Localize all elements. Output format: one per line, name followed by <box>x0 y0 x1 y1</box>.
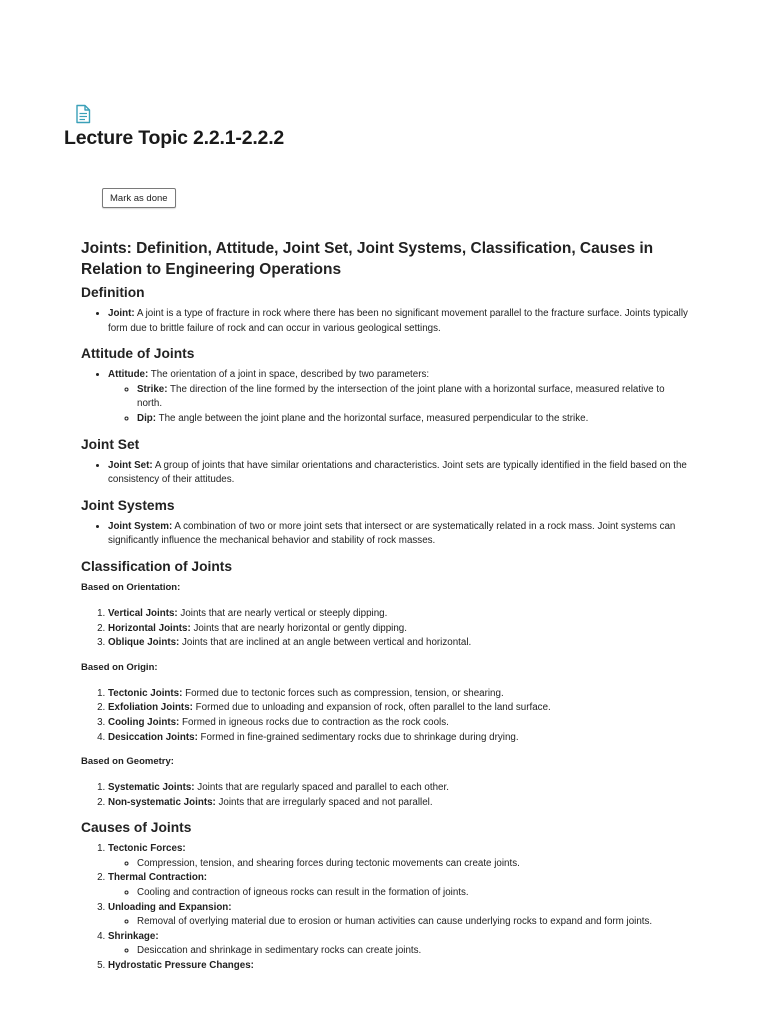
definition-heading: Definition <box>81 285 145 300</box>
list-item: 1. Tectonic Joints: Formed due to tectonic forces such as compression, tension, or shearing. <box>108 687 691 702</box>
mark-as-done-button[interactable]: Mark as done <box>102 188 176 208</box>
list-item: ◦ Compression, tension, and shearing forces during tectonic movements can create joints. <box>137 857 691 872</box>
joint-systems-list <box>81 520 691 549</box>
list-item: 4. Shrinkage: ◦ Desiccation and shrinkage in sedimentary rocks can create joints. <box>108 930 691 959</box>
list-item: 1. Vertical Joints: Joints that are nearly vertical or steeply dipping. <box>108 607 691 622</box>
list-item: ◦ Cooling and contraction of igneous rocks can result in the formation of joints. <box>137 886 691 901</box>
list-item: ◦ Dip: The angle between the joint plane and the horizontal surface, measured perpendicular to the strike. <box>137 412 691 427</box>
list-item: • Joint Set: A group of joints that have similar orientations and characteristics. Joint sets are typically identified in the field based on the consistency of their attitudes. <box>108 459 691 488</box>
list-item: 3. Unloading and Expansion: ◦ Removal of overlying material due to erosion or human activities can cause underlying rocks to expand and form joints. <box>108 901 691 930</box>
definition-list <box>81 307 691 336</box>
list-item: 3. Oblique Joints: Joints that are inclined at an angle between vertical and horizontal. <box>108 636 691 651</box>
list-item: 3. Cooling Joints: Formed in igneous rocks due to contraction as the rock cools. <box>108 716 691 731</box>
list-item: ◦ Strike: The direction of the line formed by the intersection of the joint plane with a horizontal surface, measured relative to north. <box>137 383 691 412</box>
list-item: • Joint System: A combination of two or more joint sets that intersect or are systematically related in a rock mass. Joint systems can significantly influence the mechanical behavior and stability of rock masses. <box>108 520 691 549</box>
list-item: 5. Hydrostatic Pressure Changes: <box>108 959 691 974</box>
list-item: 4. Desiccation Joints: Formed in fine-grained sedimentary rocks due to shrinkage during drying. <box>108 731 691 746</box>
orientation-list <box>81 607 691 651</box>
list-item: 2. Thermal Contraction: ◦ Cooling and contraction of igneous rocks can result in the formation of joints. <box>108 871 691 900</box>
origin-subheading: Based on Origin: <box>81 661 158 673</box>
geometry-subheading: Based on Geometry: <box>81 756 174 768</box>
origin-list <box>81 687 691 745</box>
list-item: ◦ Removal of overlying material due to erosion or human activities can cause underlying rocks to expand and form joints. <box>137 915 691 930</box>
causes-list <box>81 842 691 973</box>
list-item: 1. Systematic Joints: Joints that are regularly spaced and parallel to each other. <box>108 781 691 796</box>
attitude-list <box>81 368 691 426</box>
attitude-params-list <box>108 383 691 427</box>
attitude-heading: Attitude of Joints <box>81 346 195 362</box>
joint-systems-heading: Joint Systems <box>81 497 175 513</box>
causes-heading: Causes of Joints <box>81 820 192 836</box>
list-item: 2. Horizontal Joints: Joints that are nearly horizontal or gently dipping. <box>108 622 691 637</box>
article-content <box>81 238 691 974</box>
list-item: 2. Exfoliation Joints: Formed due to unloading and expansion of rock, often parallel to the land surface. <box>108 701 691 716</box>
list-item: • Attitude: The orientation of a joint in space, described by two parameters: ◦ Strike: The direction of the line formed by the intersection of the joint plane with a horizontal surface, measured relative to north. ◦ Dip: The angle between the joint plane and the horizontal surface, measured perpendicular to the strike. <box>108 368 691 426</box>
page-title: Lecture Topic 2.2.1-2.2.2 <box>64 127 285 149</box>
joint-set-heading: Joint Set <box>81 436 140 452</box>
article-heading: Joints: Definition, Attitude, Joint Set, Joint Systems, Classification, Causes in Relation to Engineering Operations <box>81 240 654 278</box>
classification-heading: Classification of Joints <box>81 558 233 574</box>
geometry-list <box>81 781 691 810</box>
joint-set-list <box>81 459 691 488</box>
document-icon <box>74 104 92 124</box>
orientation-subheading: Based on Orientation: <box>81 581 181 593</box>
list-item: 1. Tectonic Forces: ◦ Compression, tension, and shearing forces during tectonic movements can create joints. <box>108 842 691 871</box>
list-item: ◦ Desiccation and shrinkage in sedimentary rocks can create joints. <box>137 944 691 959</box>
list-item: 2. Non-systematic Joints: Joints that are irregularly spaced and not parallel. <box>108 796 691 811</box>
list-item: • Joint: A joint is a type of fracture in rock where there has been no significant movement parallel to the fracture surface. Joints typically form due to brittle failure of rock and can occur in various geological settings. <box>108 307 691 336</box>
